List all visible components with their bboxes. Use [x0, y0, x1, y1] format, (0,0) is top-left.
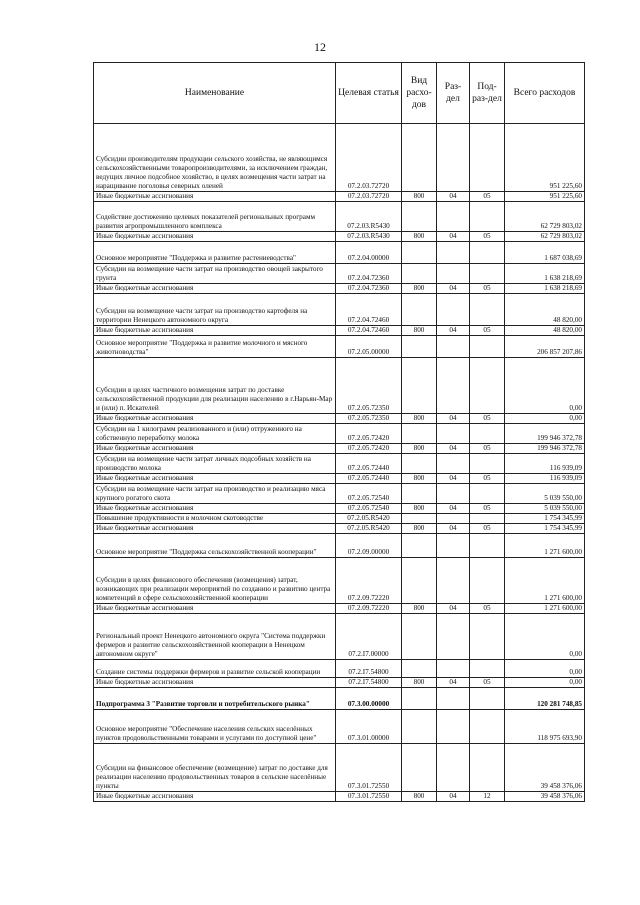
row-name-cell: Содействие достижению целевых показателей региональных программ развития агропромышленного комплекса — [94, 202, 336, 232]
table-row — [94, 336, 585, 358]
row-target-article-cell: 07.2.05.72440 — [336, 474, 402, 484]
row-subsection-cell — [470, 614, 505, 660]
row-target-article-cell: 07.2.05.72420 — [336, 444, 402, 454]
row-total-cell: 48 820,00 — [505, 326, 585, 336]
row-total-cell: 0,00 — [505, 678, 585, 688]
row-section-cell — [437, 454, 470, 474]
row-expense-type-cell: 800 — [402, 444, 437, 454]
row-name-cell: Иные бюджетные ассигнования — [94, 604, 336, 614]
row-name-cell: Иные бюджетные ассигнования — [94, 232, 336, 242]
row-section-cell: 04 — [437, 444, 470, 454]
row-total-cell: 5 039 550,00 — [505, 504, 585, 514]
table-body — [94, 124, 585, 802]
row-section-cell — [437, 688, 470, 710]
row-expense-type-cell — [402, 744, 437, 792]
table-row — [94, 688, 585, 710]
row-expense-type-cell — [402, 242, 437, 264]
row-name-cell: Субсидии в целях частичного возмещения затрат по доставке сельскохозяйственной продукции для реализации населению в г.Нарьян-Мар и (или) п. Искателей — [94, 358, 336, 414]
row-section-cell — [437, 534, 470, 558]
row-expense-type-cell: 800 — [402, 232, 437, 242]
row-name-cell: Иные бюджетные ассигнования — [94, 474, 336, 484]
row-total-cell: 39 458 376,06 — [505, 744, 585, 792]
row-total-cell: 1 271 600,00 — [505, 604, 585, 614]
row-section-cell: 04 — [437, 232, 470, 242]
table-row — [94, 604, 585, 614]
row-subsection-cell — [470, 660, 505, 678]
row-name-cell: Субсидии на финансовое обеспечение (возмещение) затрат по доставке для реализации населению продовольственных товаров в сельские населённые пункты — [94, 744, 336, 792]
row-subsection-cell — [470, 514, 505, 524]
row-section-cell — [437, 264, 470, 284]
row-name-cell: Иные бюджетные ассигнования — [94, 192, 336, 202]
row-subsection-cell: 05 — [470, 192, 505, 202]
row-total-cell: 0,00 — [505, 660, 585, 678]
row-target-article-cell: 07.2.I7.00000 — [336, 614, 402, 660]
row-section-cell — [437, 744, 470, 792]
row-subsection-cell — [470, 710, 505, 744]
row-name-cell: Основное мероприятие "Поддержка сельскохозяйственной кооперации" — [94, 534, 336, 558]
row-subsection-cell — [470, 744, 505, 792]
row-section-cell — [437, 484, 470, 504]
table-row — [94, 504, 585, 514]
row-section-cell: 04 — [437, 474, 470, 484]
row-name-cell: Иные бюджетные ассигнования — [94, 414, 336, 424]
row-section-cell — [437, 614, 470, 660]
row-section-cell: 04 — [437, 326, 470, 336]
table-row — [94, 534, 585, 558]
table-row — [94, 744, 585, 792]
table-row — [94, 514, 585, 524]
table-row — [94, 124, 585, 192]
row-target-article-cell: 07.2.03.72720 — [336, 124, 402, 192]
row-total-cell: 116 939,09 — [505, 454, 585, 474]
row-target-article-cell: 07.2.05.R5420 — [336, 514, 402, 524]
table-row — [94, 660, 585, 678]
table-row — [94, 614, 585, 660]
row-target-article-cell: 07.2.09.72220 — [336, 604, 402, 614]
header-target-article: Целевая статья — [336, 63, 402, 124]
table-row — [94, 232, 585, 242]
row-target-article-cell: 07.2.09.72220 — [336, 558, 402, 604]
row-target-article-cell: 07.2.04.72460 — [336, 326, 402, 336]
row-subsection-cell — [470, 124, 505, 192]
table-row — [94, 202, 585, 232]
row-target-article-cell: 07.3.00.00000 — [336, 688, 402, 710]
table-row — [94, 294, 585, 326]
row-expense-type-cell — [402, 424, 437, 444]
row-subsection-cell — [470, 202, 505, 232]
row-name-cell: Повышение продуктивности в молочном скотоводстве — [94, 514, 336, 524]
table-row — [94, 326, 585, 336]
row-target-article-cell: 07.2.I7.54800 — [336, 678, 402, 688]
table-header-row — [94, 63, 585, 124]
row-name-cell: Иные бюджетные ассигнования — [94, 504, 336, 514]
row-expense-type-cell — [402, 336, 437, 358]
row-expense-type-cell — [402, 660, 437, 678]
row-subsection-cell: 05 — [470, 284, 505, 294]
row-name-cell: Субсидии на возмещение части затрат на производство картофеля на территории Ненецкого автономного округа — [94, 294, 336, 326]
budget-table — [93, 62, 585, 802]
row-subsection-cell: 05 — [470, 444, 505, 454]
row-subsection-cell: 05 — [470, 414, 505, 424]
row-expense-type-cell — [402, 484, 437, 504]
row-target-article-cell: 07.2.05.72420 — [336, 424, 402, 444]
table-row — [94, 792, 585, 802]
row-subsection-cell: 05 — [470, 678, 505, 688]
table-row — [94, 524, 585, 534]
row-total-cell: 199 946 372,78 — [505, 444, 585, 454]
row-expense-type-cell: 800 — [402, 192, 437, 202]
row-subsection-cell: 05 — [470, 524, 505, 534]
row-subsection-cell — [470, 688, 505, 710]
row-subsection-cell — [470, 454, 505, 474]
table-row — [94, 444, 585, 454]
row-total-cell: 62 729 803,02 — [505, 232, 585, 242]
row-name-cell: Основное мероприятие "Поддержка и развитие молочного и мясного животноводства" — [94, 336, 336, 358]
row-total-cell: 118 975 693,90 — [505, 710, 585, 744]
row-section-cell: 04 — [437, 678, 470, 688]
row-total-cell: 0,00 — [505, 358, 585, 414]
row-target-article-cell: 07.2.03.R5430 — [336, 202, 402, 232]
table-row — [94, 414, 585, 424]
row-target-article-cell: 07.3.01.00000 — [336, 710, 402, 744]
row-expense-type-cell — [402, 688, 437, 710]
row-name-cell: Создание системы поддержки фермеров и развитие сельской кооперации — [94, 660, 336, 678]
page-number: 12 — [314, 40, 326, 54]
row-target-article-cell: 07.2.05.72440 — [336, 454, 402, 474]
row-name-cell: Иные бюджетные ассигнования — [94, 326, 336, 336]
row-total-cell: 199 946 372,78 — [505, 424, 585, 444]
row-expense-type-cell — [402, 534, 437, 558]
row-target-article-cell: 07.2.05.72540 — [336, 484, 402, 504]
row-expense-type-cell — [402, 614, 437, 660]
row-expense-type-cell: 800 — [402, 678, 437, 688]
row-subsection-cell: 05 — [470, 604, 505, 614]
row-target-article-cell: 07.2.03.72720 — [336, 192, 402, 202]
row-target-article-cell: 07.2.05.00000 — [336, 336, 402, 358]
row-section-cell — [437, 660, 470, 678]
row-total-cell: 62 729 803,02 — [505, 202, 585, 232]
row-expense-type-cell: 800 — [402, 792, 437, 802]
row-expense-type-cell: 800 — [402, 504, 437, 514]
row-total-cell: 206 857 207,86 — [505, 336, 585, 358]
table-row — [94, 474, 585, 484]
row-target-article-cell: 07.2.03.R5430 — [336, 232, 402, 242]
row-name-cell: Иные бюджетные ассигнования — [94, 444, 336, 454]
row-expense-type-cell: 800 — [402, 524, 437, 534]
row-expense-type-cell — [402, 202, 437, 232]
row-section-cell — [437, 514, 470, 524]
table-row — [94, 454, 585, 474]
row-total-cell: 1 687 038,69 — [505, 242, 585, 264]
row-name-cell: Основное мероприятие "Поддержка и развитие растениеводства" — [94, 242, 336, 264]
table-row — [94, 192, 585, 202]
row-target-article-cell: 07.3.01.72550 — [336, 744, 402, 792]
row-expense-type-cell: 800 — [402, 326, 437, 336]
row-name-cell: Субсидии на возмещение части затрат на производство и реализацию мяса крупного рогатого скота — [94, 484, 336, 504]
row-total-cell: 0,00 — [505, 614, 585, 660]
row-subsection-cell: 12 — [470, 792, 505, 802]
row-target-article-cell: 07.2.05.72350 — [336, 414, 402, 424]
table-row — [94, 484, 585, 504]
row-name-cell: Субсидии в целях финансового обеспечения (возмещения) затрат, возникающих при реализации мероприятий по созданию и развитию центра компетенций в сфере сельскохозяйственной кооперации — [94, 558, 336, 604]
table-row — [94, 358, 585, 414]
row-section-cell — [437, 294, 470, 326]
row-target-article-cell: 07.2.04.00000 — [336, 242, 402, 264]
row-section-cell: 04 — [437, 524, 470, 534]
row-expense-type-cell — [402, 514, 437, 524]
row-total-cell: 1 754 345,99 — [505, 524, 585, 534]
row-section-cell — [437, 202, 470, 232]
row-target-article-cell: 07.2.04.72460 — [336, 294, 402, 326]
row-name-cell: Субсидии производителям продукции сельского хозяйства, не являющимся сельскохозяйственными товаропроизводителями, за исключением граждан, ведущих личное подсобное хозяйство, в целях возмещения части затрат на наращивание поголовья северных оленей — [94, 124, 336, 192]
row-section-cell — [437, 336, 470, 358]
row-total-cell: 120 281 748,85 — [505, 688, 585, 710]
row-target-article-cell: 07.2.05.72540 — [336, 504, 402, 514]
row-expense-type-cell — [402, 294, 437, 326]
row-expense-type-cell — [402, 264, 437, 284]
row-total-cell: 5 039 550,00 — [505, 484, 585, 504]
row-section-cell: 04 — [437, 284, 470, 294]
row-total-cell: 1 271 600,00 — [505, 558, 585, 604]
row-expense-type-cell — [402, 710, 437, 744]
table-row — [94, 242, 585, 264]
row-target-article-cell: 07.2.05.R5420 — [336, 524, 402, 534]
table-row — [94, 678, 585, 688]
table-row — [94, 424, 585, 444]
row-subsection-cell — [470, 336, 505, 358]
header-expense-type: Вид расхо-дов — [402, 63, 437, 124]
row-name-cell: Субсидии на 1 килограмм реализованного и (или) отгруженного на собственную переработку молока — [94, 424, 336, 444]
row-subsection-cell: 05 — [470, 474, 505, 484]
row-target-article-cell: 07.3.01.72550 — [336, 792, 402, 802]
row-expense-type-cell — [402, 454, 437, 474]
row-section-cell — [437, 124, 470, 192]
row-total-cell: 951 225,60 — [505, 124, 585, 192]
row-section-cell: 04 — [437, 192, 470, 202]
row-total-cell: 116 939,09 — [505, 474, 585, 484]
table-row — [94, 710, 585, 744]
row-subsection-cell — [470, 484, 505, 504]
row-subsection-cell: 05 — [470, 326, 505, 336]
row-expense-type-cell: 800 — [402, 284, 437, 294]
row-subsection-cell — [470, 242, 505, 264]
row-subsection-cell — [470, 558, 505, 604]
row-section-cell: 04 — [437, 414, 470, 424]
row-name-cell: Иные бюджетные ассигнования — [94, 678, 336, 688]
row-subsection-cell — [470, 424, 505, 444]
row-section-cell — [437, 424, 470, 444]
row-section-cell — [437, 358, 470, 414]
row-expense-type-cell — [402, 558, 437, 604]
row-name-cell: Подпрограмма 3 "Развитие торговли и потребительского рынка" — [94, 688, 336, 710]
row-subsection-cell: 05 — [470, 504, 505, 514]
header-name: Наименование — [94, 63, 336, 124]
row-name-cell: Региональный проект Ненецкого автономного округа "Система поддержки фермеров и развитие сельскохозяйственной кооперации в Ненецком автономном округе" — [94, 614, 336, 660]
row-section-cell — [437, 242, 470, 264]
row-expense-type-cell: 800 — [402, 414, 437, 424]
row-expense-type-cell — [402, 124, 437, 192]
table-row — [94, 264, 585, 284]
row-name-cell: Субсидии на возмещение части затрат личных подсобных хозяйств на производство молока — [94, 454, 336, 474]
row-expense-type-cell: 800 — [402, 604, 437, 614]
row-target-article-cell: 07.2.I7.54800 — [336, 660, 402, 678]
row-section-cell: 04 — [437, 604, 470, 614]
table-row — [94, 284, 585, 294]
row-total-cell: 1 638 218,69 — [505, 284, 585, 294]
row-subsection-cell — [470, 534, 505, 558]
row-target-article-cell: 07.2.09.00000 — [336, 534, 402, 558]
row-name-cell: Основное мероприятие "Обеспечение населения сельских населённых пунктов продовольственными товарами и услугами по доступной цене" — [94, 710, 336, 744]
row-name-cell: Иные бюджетные ассигнования — [94, 524, 336, 534]
header-subsection: Под-раз-дел — [470, 63, 505, 124]
row-name-cell: Иные бюджетные ассигнования — [94, 792, 336, 802]
table-row — [94, 558, 585, 604]
row-name-cell: Субсидии на возмещение части затрат на производство овощей закрытого грунта — [94, 264, 336, 284]
row-section-cell: 04 — [437, 504, 470, 514]
header-total: Всего расходов — [505, 63, 585, 124]
row-target-article-cell: 07.2.04.72360 — [336, 284, 402, 294]
row-expense-type-cell: 800 — [402, 474, 437, 484]
row-target-article-cell: 07.2.04.72360 — [336, 264, 402, 284]
header-section: Раз-дел — [437, 63, 470, 124]
row-total-cell: 1 638 218,69 — [505, 264, 585, 284]
row-section-cell — [437, 710, 470, 744]
row-section-cell: 04 — [437, 792, 470, 802]
row-total-cell: 951 225,60 — [505, 192, 585, 202]
row-section-cell — [437, 558, 470, 604]
row-total-cell: 48 820,00 — [505, 294, 585, 326]
row-target-article-cell: 07.2.05.72350 — [336, 358, 402, 414]
row-total-cell: 39 458 376,06 — [505, 792, 585, 802]
row-total-cell: 1 754 345,99 — [505, 514, 585, 524]
row-total-cell: 1 271 600,00 — [505, 534, 585, 558]
row-subsection-cell — [470, 264, 505, 284]
row-expense-type-cell — [402, 358, 437, 414]
row-subsection-cell: 05 — [470, 232, 505, 242]
row-name-cell: Иные бюджетные ассигнования — [94, 284, 336, 294]
row-subsection-cell — [470, 294, 505, 326]
row-total-cell: 0,00 — [505, 414, 585, 424]
row-subsection-cell — [470, 358, 505, 414]
